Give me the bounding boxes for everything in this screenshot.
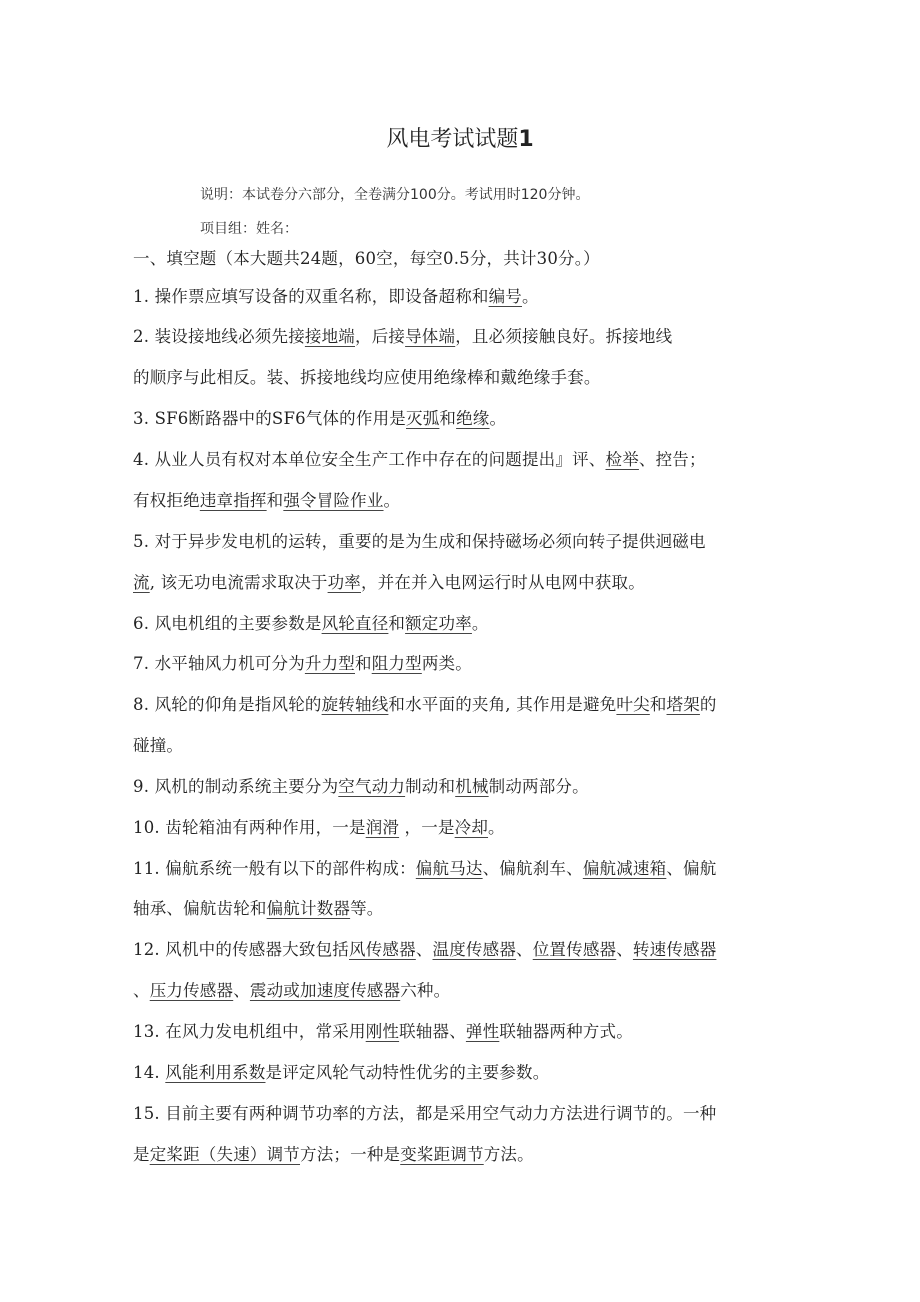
title-text: 风电考试试题	[386, 127, 519, 152]
section-heading: 一、填空题（本大题共24题，60空，每空0.5分，共计30分。）	[133, 249, 600, 268]
question-line	[133, 364, 601, 388]
question-text: 方法；一种是	[300, 1145, 401, 1164]
question-line	[133, 528, 706, 552]
answer-blank: 功率	[327, 573, 361, 592]
question-text: 、	[133, 981, 150, 1000]
question-line	[133, 610, 489, 634]
question-line	[133, 1141, 534, 1165]
question-text: 3. SF6断路器中的SF6气体的作用是	[133, 409, 406, 428]
answer-blank: 压力传感器	[149, 981, 234, 1000]
question-line	[133, 1018, 633, 1042]
question-line	[133, 650, 472, 674]
answer-blank: 额定功率	[405, 614, 472, 633]
question-text: 、偏航刹车、	[482, 859, 583, 878]
title-number: 1	[518, 127, 534, 152]
question-text: 六种。	[400, 981, 451, 1000]
question-text: 9. 风机的制动系统主要分为	[133, 777, 339, 796]
question-text: 和	[439, 409, 457, 428]
question-line	[133, 691, 717, 715]
answer-blank: 违章指挥	[199, 491, 267, 510]
question-line	[133, 814, 505, 838]
question-text: 14.	[133, 1063, 166, 1082]
answer-blank: 绝缘	[456, 409, 490, 428]
answer-blank: 刚性	[365, 1022, 400, 1041]
question-text: 的顺序与此相反。装、拆接地线均应使用绝缘棒和戴绝缘手套。	[133, 368, 601, 387]
question-text: 13. 在风力发电机组中，常采用	[133, 1022, 366, 1041]
question-line	[133, 283, 539, 307]
answer-blank: 偏航减速箱	[582, 859, 667, 878]
question-line	[133, 569, 645, 593]
question-line	[133, 487, 400, 511]
question-text: 、偏航	[666, 859, 717, 878]
question-text: 联轴器两种方式。	[499, 1022, 633, 1041]
question-text: 。	[522, 287, 539, 306]
question-line	[133, 732, 183, 756]
question-text: 是	[133, 1145, 150, 1164]
answer-blank: 流	[133, 573, 150, 592]
question-text: 和	[649, 695, 667, 714]
question-line	[133, 773, 589, 797]
question-text: 、	[616, 940, 633, 959]
answer-blank: 弹性	[465, 1022, 500, 1041]
answer-blank: 偏航计数器	[266, 899, 351, 918]
question-text: 方法。	[483, 1145, 534, 1164]
question-text: 制动和	[405, 777, 456, 796]
question-text: 和	[266, 491, 284, 510]
answer-blank: 风能利用系数	[165, 1063, 266, 1082]
question-line	[133, 895, 384, 919]
answer-blank: 叶尖	[616, 695, 650, 714]
question-text: 、	[516, 940, 533, 959]
question-text: 的	[699, 695, 717, 714]
question-text: ，且必须接触良好。拆接地线	[455, 327, 673, 346]
answer-blank: 冷却	[454, 818, 489, 837]
question-line	[133, 405, 506, 429]
page-title	[0, 122, 920, 153]
question-text: ，并在并入电网运行时从电网中获取。	[361, 573, 645, 592]
question-text: 两类。	[421, 654, 472, 673]
question-line	[133, 855, 716, 879]
question-text: 有权拒绝	[133, 491, 200, 510]
answer-blank: 塔架	[666, 695, 700, 714]
question-line	[133, 1100, 716, 1124]
question-text: 。	[383, 491, 401, 510]
answer-blank: 接地端	[304, 327, 355, 346]
answer-blank: 强令冒险作业	[283, 491, 384, 510]
question-line	[133, 1059, 549, 1083]
question-text: 联轴器、	[399, 1022, 466, 1041]
answer-blank: 阻力型	[371, 654, 422, 673]
exam-note: 说明：本试卷分六部分，全卷满分100分。考试用时120分钟。	[200, 187, 590, 203]
answer-blank: 润滑	[365, 818, 400, 837]
question-text: 和	[355, 654, 372, 673]
answer-blank: 变桨距调节	[400, 1145, 484, 1164]
question-text: 2. 装设接地线必须先接	[133, 327, 305, 346]
question-text: 和水平面的夹角, 其作用是避免	[388, 695, 617, 714]
question-text: 制动两部分。	[488, 777, 589, 796]
question-text: 等。	[350, 899, 384, 918]
answer-blank: 震动或加速度传感器	[249, 981, 401, 1000]
question-text: 、控告；	[638, 450, 706, 469]
answer-blank: 灭弧	[406, 409, 440, 428]
answer-blank: 转速传感器	[632, 940, 717, 959]
question-line	[133, 446, 706, 470]
answer-blank: 位置传感器	[532, 940, 617, 959]
group-name-label: 项目组：姓名：	[200, 221, 298, 237]
question-text: 6. 风电机组的主要参数是	[133, 614, 322, 633]
question-text: 、	[415, 940, 433, 959]
question-text: 4. 从业人员有权对本单位安全生产工作中存在的问题提出』评、	[133, 450, 606, 469]
question-text: 是评定风轮气动特性优劣的主要参数。	[265, 1063, 550, 1082]
question-text: 、	[233, 981, 250, 1000]
question-text: ，一是	[399, 818, 455, 837]
answer-blank: 空气动力	[338, 777, 406, 796]
answer-blank: 检举	[605, 450, 639, 469]
question-text: , 该无功电流需求取决于	[149, 573, 328, 592]
question-text: 和	[388, 614, 406, 633]
answer-blank: 旋转轴线	[321, 695, 389, 714]
answer-blank: 编号	[488, 287, 522, 306]
question-text: 碰撞。	[133, 736, 184, 755]
answer-blank: 风轮直径	[321, 614, 389, 633]
question-text: 15. 目前主要有两种调节功率的方法，都是采用空气动力方法进行调节的。一种	[133, 1104, 717, 1123]
answer-blank: 导体端	[405, 327, 456, 346]
question-text: 8. 风轮的仰角是指风轮的	[133, 695, 322, 714]
question-text: 。	[471, 614, 489, 633]
answer-blank: 温度传感器	[432, 940, 517, 959]
question-text: 。	[489, 409, 507, 428]
question-text: 7. 水平轴风力机可分为	[133, 654, 305, 673]
question-line	[133, 977, 450, 1001]
question-line	[133, 936, 716, 960]
answer-blank: 升力型	[304, 654, 355, 673]
answer-blank: 机械	[455, 777, 489, 796]
question-text: 10. 齿轮箱油有两种作用，一是	[133, 818, 366, 837]
answer-blank: 风传感器	[349, 940, 416, 959]
question-text: 1. 操作票应填写设备的双重名称，即设备超称和	[133, 287, 489, 306]
question-text: 5. 对于异步发电机的运转，重要的是为生成和保持磁场必须向转子提供迥磁电	[133, 532, 706, 551]
question-text: 。	[488, 818, 505, 837]
question-text: 12. 风机中的传感器大致包括	[133, 940, 349, 959]
question-text: ，后接	[355, 327, 406, 346]
question-line	[133, 323, 672, 347]
answer-blank: 定桨距（失速）调节	[149, 1145, 301, 1164]
answer-blank: 偏航马达	[415, 859, 483, 878]
question-text: 11. 偏航系统一般有以下的部件构成：	[133, 859, 416, 878]
question-text: 轴承、偏航齿轮和	[133, 899, 267, 918]
